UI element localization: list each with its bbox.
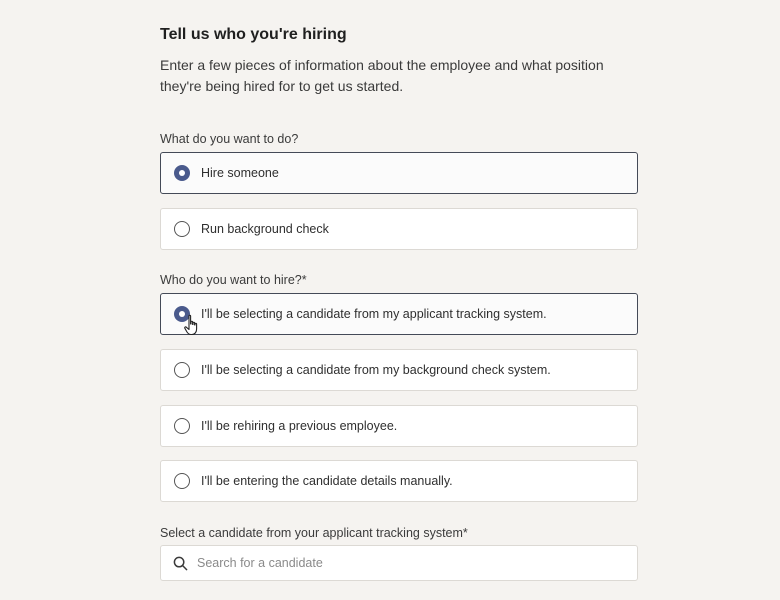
radio-unselected-icon[interactable] — [174, 473, 190, 489]
candidate-search-label: Select a candidate from your applicant tracking system* — [160, 526, 468, 540]
radio-unselected-icon[interactable] — [174, 221, 190, 237]
option-label: I'll be entering the candidate details manually. — [201, 474, 453, 488]
radio-selected-icon[interactable] — [174, 165, 190, 181]
option-label: I'll be selecting a candidate from my applicant tracking system. — [201, 307, 547, 321]
option-label: Hire someone — [201, 166, 279, 180]
option-label: I'll be selecting a candidate from my background check system. — [201, 363, 551, 377]
option-label: I'll be rehiring a previous employee. — [201, 419, 398, 433]
radio-unselected-icon[interactable] — [174, 418, 190, 434]
hire-question-label: Who do you want to hire?* — [160, 273, 307, 287]
page-title: Tell us who you're hiring — [160, 26, 347, 43]
option-hire-someone[interactable] — [160, 152, 638, 194]
page-subtitle: Enter a few pieces of information about the employee and what position they're being hired for to get us started. — [160, 57, 604, 94]
option-applicant-tracking-system[interactable] — [160, 293, 638, 335]
option-run-background-check[interactable] — [160, 208, 638, 250]
option-label: Run background check — [201, 222, 329, 236]
candidate-search-box[interactable] — [160, 545, 638, 581]
radio-unselected-icon[interactable] — [174, 362, 190, 378]
option-background-check-system[interactable] — [160, 349, 638, 391]
candidate-search-input[interactable] — [197, 556, 597, 570]
search-icon — [173, 556, 188, 571]
action-question-label: What do you want to do? — [160, 132, 299, 146]
radio-selected-icon[interactable] — [174, 306, 190, 322]
option-enter-manually[interactable] — [160, 460, 638, 502]
option-rehire-previous-employee[interactable] — [160, 405, 638, 447]
